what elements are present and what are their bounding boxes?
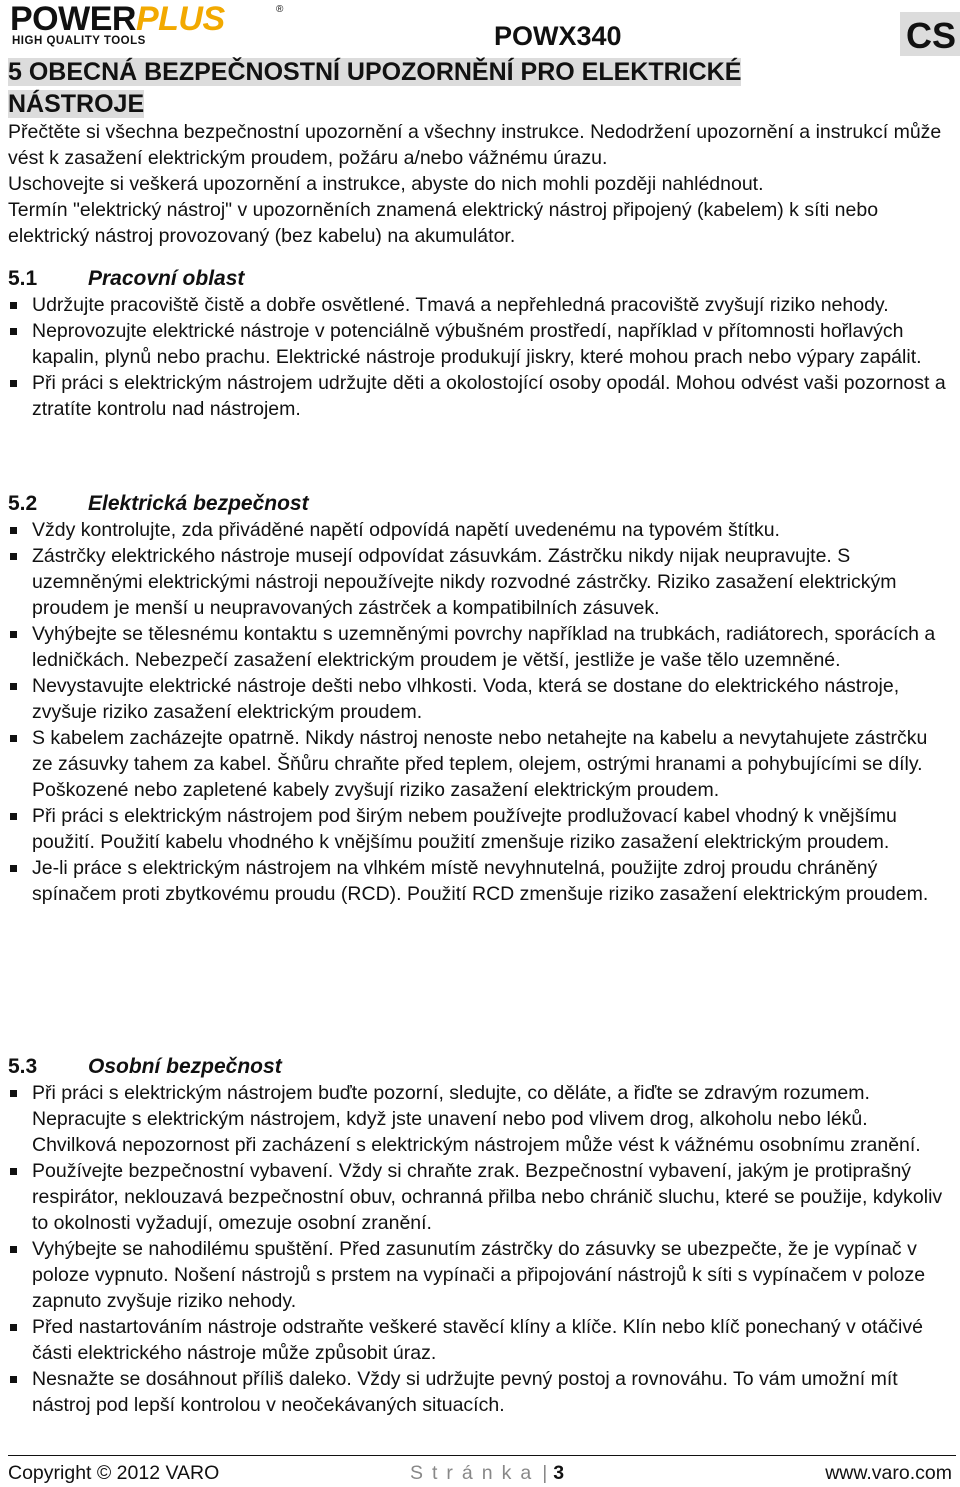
bullet-item: Neprovozujte elektrické nástroje v potenciálně výbušném prostředí, například v přítomnosti hořlavých kapalin, plynů nebo prachu. Elektrické nástroje produkují jiskry, které mohou prach nebo výpary zapálit. <box>8 318 948 370</box>
footer-divider <box>8 1455 956 1456</box>
chapter-title <box>8 56 858 120</box>
bullet-item: Před nastartováním nástroje odstraňte veškeré stavěcí klíny a klíče. Klín nebo klíč ponechaný v otáčivé části elektrického nástroje může způsobit úraz. <box>8 1314 948 1366</box>
intro-paragraph: Uschovejte si veškerá upozornění a instrukce, abyste do nich mohli později nahlédnout. <box>8 173 764 195</box>
bullet-list <box>8 517 948 907</box>
section-electrical-safety <box>8 491 948 907</box>
chapter-title-line-1: 5 OBECNÁ BEZPEČNOSTNÍ UPOZORNĚNÍ PRO ELEKTRICKÉ <box>8 58 742 86</box>
bullet-item: Vždy kontrolujte, zda přiváděné napětí odpovídá napětí uvedenému na typovém štítku. <box>8 517 948 543</box>
section-number: 5.2 <box>8 492 38 515</box>
section-work-area <box>8 266 948 422</box>
bullet-item: Nesnažte se dosáhnout příliš daleko. Vždy si udržujte pevný postoj a rovnováhu. To vám umožní mít nástroj pod lepší kontrolou v neočekávaných situacích. <box>8 1366 948 1418</box>
section-heading <box>8 266 948 292</box>
intro-text <box>8 119 948 249</box>
bullet-item: Udržujte pracoviště čistě a dobře osvětlené. Tmavá a nepřehledná pracoviště zvyšují riziko nehody. <box>8 292 948 318</box>
page-indicator <box>410 1460 564 1486</box>
model-number: POWX340 <box>494 21 622 51</box>
bullet-list <box>8 1080 948 1418</box>
section-number: 5.3 <box>8 1055 38 1078</box>
registered-mark: ® <box>276 4 284 15</box>
bullet-item: Nevystavujte elektrické nástroje dešti nebo vlhkosti. Voda, která se dostane do elektrického nástroje, zvyšuje riziko zasažení elektrickým proudem. <box>8 673 948 725</box>
section-title: Elektrická bezpečnost <box>88 492 309 515</box>
bullet-item: S kabelem zacházejte opatrně. Nikdy nástroj nenoste nebo netahejte na kabelu a nevytahujete zástrčku ze zásuvky tahem za kabel. Šňůru chraňte před teplem, olejem, ostrými hranami a pohybujícími se díly. Poškozené nebo zapletené kabely zvyšují riziko zasažení elektrickým proudem. <box>8 725 948 803</box>
bullet-list <box>8 292 948 422</box>
logo-wordmark <box>10 2 225 36</box>
language-code: CS <box>906 15 957 56</box>
bullet-item: Vyhýbejte se nahodilému spuštění. Před zasunutím zástrčky do zásuvky se ubezpečte, že je vypínač v poloze vypnuto. Nošení nástrojů s prstem na vypínači a připojování nástrojů k síti s vypínačem v poloze zapnuto zvyšuje riziko nehody. <box>8 1236 948 1314</box>
bullet-item: Při práci s elektrickým nástrojem buďte pozorní, sledujte, co děláte, a řiďte se zdravým rozumem. Nepracujte s elektrickým nástrojem, když jste unavení nebo pod vlivem drog, alkoholu nebo léků. Chvilková nepozornost při zacházení s elektrickým nástrojem může vést k vážnému osobnímu zranění. <box>8 1080 948 1158</box>
website-text: www.varo.com <box>825 1462 952 1484</box>
section-number: 5.1 <box>8 267 38 290</box>
page-number: 3 <box>553 1462 565 1484</box>
logo-power-text: POWER <box>10 0 136 38</box>
bullet-item: Při práci s elektrickým nástrojem udržujte děti a okolostojící osoby opodál. Mohou odvést vaši pozornost a ztratíte kontrolu nad nástrojem. <box>8 370 948 422</box>
powerplus-logo <box>10 2 290 48</box>
chapter-title-line-2: NÁSTROJE <box>8 90 145 118</box>
section-heading <box>8 491 948 517</box>
section-title: Pracovní oblast <box>88 267 245 290</box>
page-label: Stránka <box>410 1462 541 1484</box>
section-title: Osobní bezpečnost <box>88 1055 282 1078</box>
page-separator: | <box>542 1462 548 1484</box>
section-heading <box>8 1054 948 1080</box>
bullet-item: Je-li práce s elektrickým nástrojem na vlhkém místě nevyhnutelná, použijte zdroj proudu chráněný spínačem proti zbytkovému proudu (RCD). Použití RCD zmenšuje riziko zasažení elektrickým proudem. <box>8 855 948 907</box>
bullet-item: Používejte bezpečnostní vybavení. Vždy si chraňte zrak. Bezpečnostní vybavení, jakým je protiprašný respirátor, neklouzavá bezpečnostní obuv, ochranná přilba nebo chránič sluchu, které se použije, kdykoliv to okolnosti vyžadují, omezuje osobní zranění. <box>8 1158 948 1236</box>
bullet-item: Vyhýbejte se tělesnému kontaktu s uzemněnými povrchy například na trubkách, radiátorech, sporácích a ledničkách. Nebezpečí zasažení elektrickým proudem je větší, jestliže je vaše tělo uzemněné. <box>8 621 948 673</box>
section-personal-safety <box>8 1054 948 1418</box>
bullet-item: Při práci s elektrickým nástrojem pod širým nebem používejte prodlužovací kabel vhodný k vnějšímu použití. Použití kabelu vhodného k vnějšímu použití zmenšuje riziko zasažení elektrickým proudem. <box>8 803 948 855</box>
bullet-item: Zástrčky elektrického nástroje musejí odpovídat zásuvkám. Zástrčku nikdy nijak neupravujte. S uzemněnými elektrickými nástroji nepoužívejte nikdy rozvodné zástrčky. Riziko zasažení elektrickým proudem je menší u neupravovaných zástrček a kompatibilních zásuvek. <box>8 543 948 621</box>
logo-plus-text: PLUS <box>135 0 225 38</box>
copyright-text: Copyright © 2012 VARO <box>8 1462 220 1484</box>
intro-paragraph: Termín "elektrický nástroj" v upozorněních znamená elektrický nástroj připojený (kabelem) k síti nebo elektrický nástroj provozovaný (bez kabelu) na akumulátor. <box>8 199 879 247</box>
logo-tagline: HIGH QUALITY TOOLS <box>12 35 146 47</box>
intro-paragraph: Přečtěte si všechna bezpečnostní upozornění a všechny instrukce. Nedodržení upozornění a instrukcí může vést k zasažení elektrickým proudem, požáru a/nebo vážnému úrazu. <box>8 121 942 169</box>
